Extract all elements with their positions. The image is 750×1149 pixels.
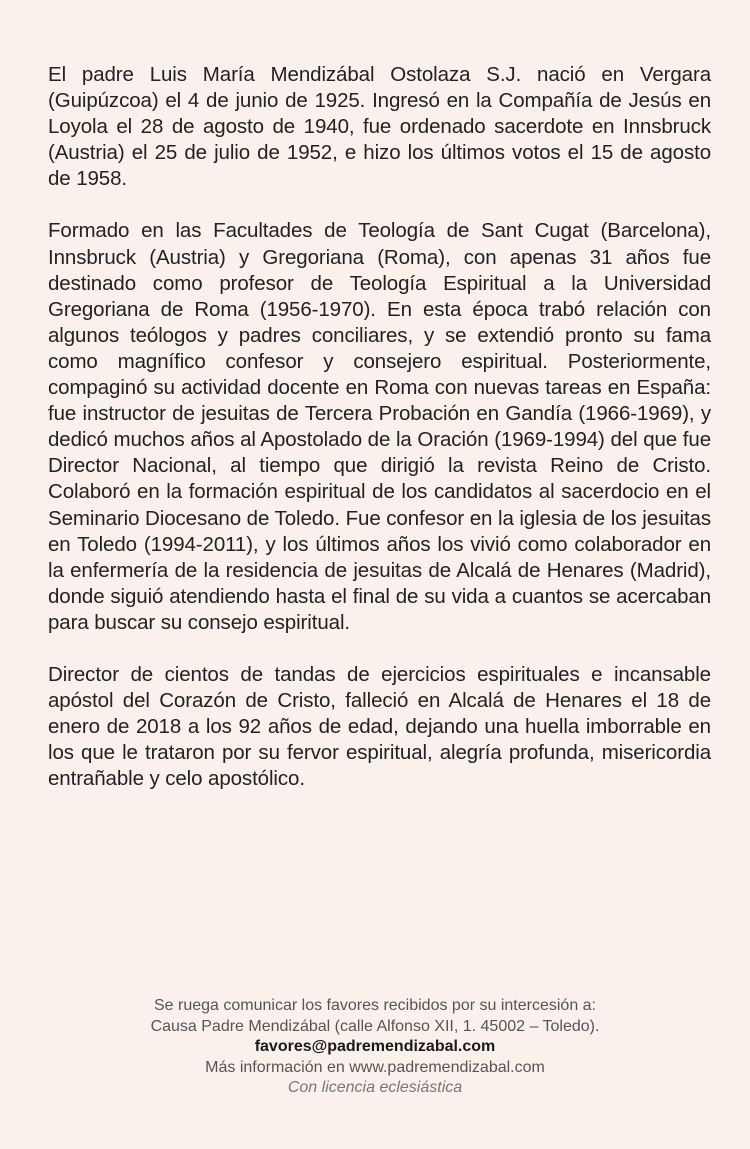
paragraph-career: Formado en las Facultades de Teología de Sant Cugat (Barcelona), Innsbruck (Austria) y Gregoriana (Roma), con apenas 31 años fue destinado como profesor de Teología Espiritual a la Universidad Gregoriana de Roma (1956-1970). En esta época trabó relación con algunos teólogos y padres conciliares, y se extendió pronto su fama como magnífico confesor y consejero espiritual. Posteriormente, compaginó su actividad docente en Roma con nuevas tareas en España: fue instructor de jesuitas de Tercera Probación en Gandía (1966-1969), y dedicó muchos años al Apostolado de la Oración (1969-1994) del que fue Director Nacional, al tiempo que dirigió la revista Reino de Cristo. Colaboró en la formación espiritual de los candidatos al sacerdocio en el Seminario Diocesano de Toledo. Fue confesor en la iglesia de los jesuitas en Toledo (1994-2011), y los últimos años los vivió como colaborador en la enfermería de la residencia de jesuitas de Alcalá de Henares (Madrid), donde siguió atendiendo hasta el final de su vida a cuantos se acercaban para buscar su consejo espiritual.	[48, 219, 711, 634]
footer	[0, 996, 750, 1099]
paragraph-birth: El padre Luis María Mendizábal Ostolaza S.J. nació en Vergara (Guipúzcoa) el 4 de junio de 1925. Ingresó en la Compañía de Jesús en Loyola el 28 de agosto de 1940, fue ordenado sacerdote en Innsbruck (Austria) el 25 de julio de 1952, e hizo los últimos votos el 15 de agosto de 1958.	[48, 63, 711, 191]
favors-request: Se ruega comunicar los favores recibidos por su intercesión a:	[154, 997, 596, 1014]
biography-text	[48, 62, 711, 818]
website-info[interactable]: Más información en www.padremendizabal.com	[205, 1058, 545, 1076]
paragraph-death: Director de cientos de tandas de ejercicios espirituales e incansable apóstol del Corazón de Cristo, falleció en Alcalá de Henares el 18 de enero de 2018 a los 92 años de edad, dejando una huella imborrable en los que le trataron por su fervor espiritual, alegría profunda, misericordia entrañable y celo apostólico.	[48, 662, 711, 791]
ecclesiastical-license: Con licencia eclesiástica	[287, 1079, 463, 1096]
postal-address: Causa Padre Mendizábal (calle Alfonso XII, 1. 45002 – Toledo).	[150, 1017, 600, 1035]
contact-email[interactable]: favores@padremendizabal.com	[254, 1038, 496, 1055]
